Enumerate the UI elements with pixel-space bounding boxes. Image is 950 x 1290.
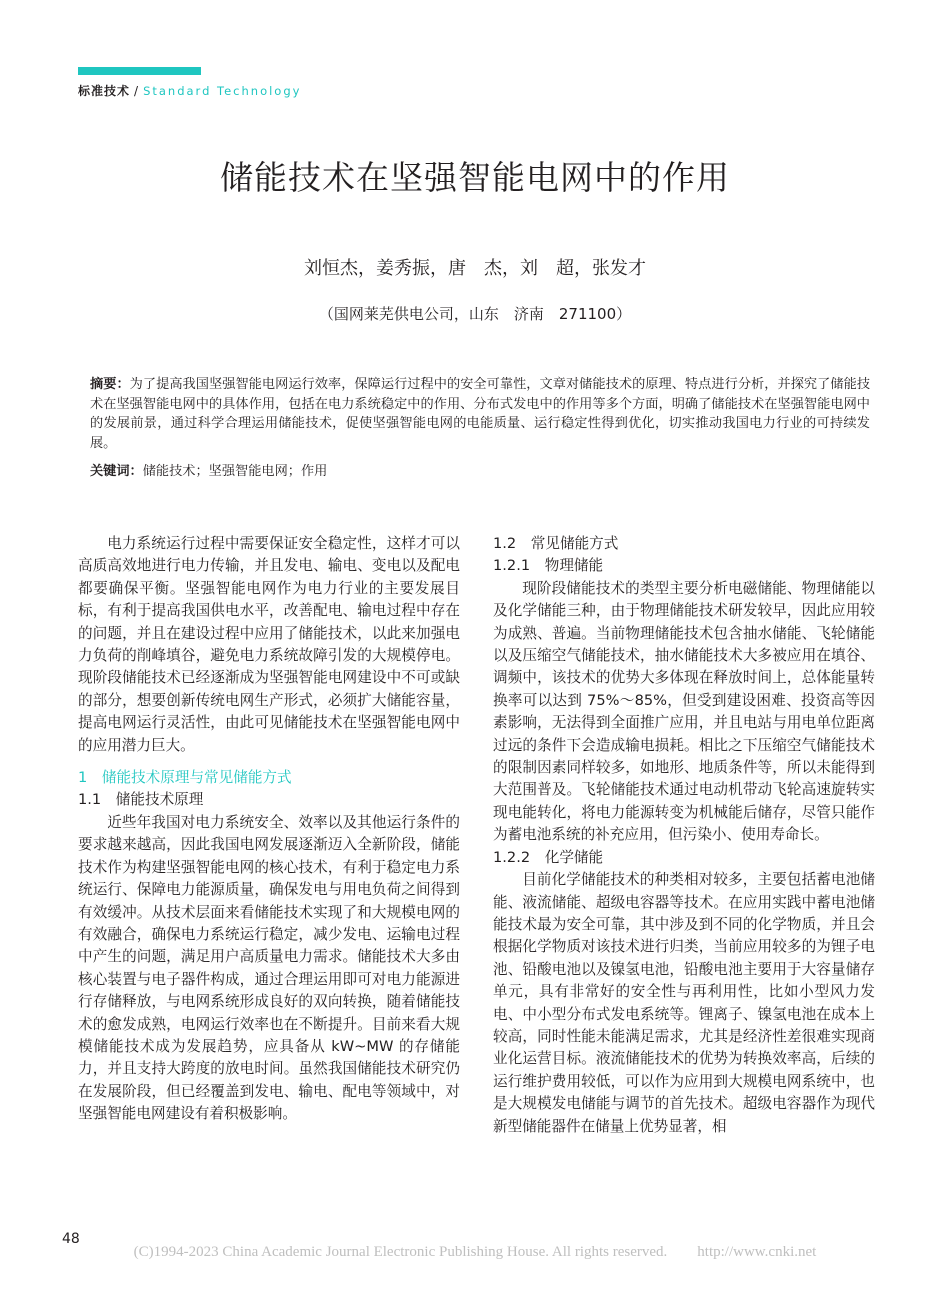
paragraph-1-2-2: 目前化学储能技术的种类相对较多，主要包括蓄电池储能、液流储能、超级电容器等技术。在应用实践中蓄电池储能技术最为安全可靠，其中涉及到不同的化学物质，并且会根据化学物质对该技术进行归类，当前应用较多的为锂子电池、铅酸电池以及镍氢电池，铅酸电池主要用于大容量储存单元，具有非常好的安全性与再利用性，比如小型风力发电、中小型分布式发电系统等。锂离子、镍氢电池在成本上较高，同时性能未能满足需求，尤其是经济性差很难实现商业化运营目标。液流储能技术的优势为转换效率高，后续的运行维护费用较低，可以作为应用到大规模电网系统中，也是大规模发电储能与调节的首先技术。超级电容器作为现代新型储能器件在储量上优势显著，相 [493, 871, 875, 1135]
abstract-label: 摘要： [90, 377, 130, 392]
abstract [90, 375, 870, 453]
header-accent-bar [78, 67, 201, 75]
paragraph-1-2-1: 现阶段储能技术的类型主要分析电磁储能、物理储能以及化学储能三种，由于物理储能技术研发较早，因此应用较为成熟、普遍。当前物理储能技术包含抽水储能、飞轮储能以及压缩空气储能技术，抽水储能技术大多被应用在填谷、调频中，该技术的优势大多体现在释放时间上，总体能量转换率可以达到 75%～85%，但受到建设困难、投资高等因素影响，无法得到全面推广应用，并且电站与用电单位距离过远的条件下会造成输电损耗。相比之下压缩空气储能技术的限制因素同样较多，如地形、地质条件等，所以未能得到大范围普及。飞轮储能技术通过电动机带动飞轮高速旋转实现电能转化，将电力能源转变为机械能后储存，尽管只能作为蓄电池系统的补充应用，但污染小、使用寿命长。 [493, 579, 875, 844]
left-column [78, 533, 460, 1126]
intro-paragraph: 电力系统运行过程中需要保证安全稳定性，这样才可以高质高效地进行电力传输，并且发电、输电、变电以及配电都要确保平衡。坚强智能电网作为电力行业的主要发展目标，有利于提高我国供电水平，改善配电、输电过程中存在的问题，并且在建设过程中应用了储能技术，以此来加强电力负荷的削峰填谷，避免电力系统故障引发的大规模停电。现阶段储能技术已经逐渐成为坚强智能电网建设中不可或缺的部分，想要创新传统电网生产形式，必须扩大储能容量，提高电网运行灵活性，由此可见储能技术在坚强智能电网中的应用潜力巨大。 [78, 535, 460, 754]
right-column [493, 533, 875, 1138]
section-heading-1: 1 储能技术原理与常见储能方式 [78, 769, 292, 787]
article-title: 储能技术在坚强智能电网中的作用 [220, 158, 730, 197]
section-heading-1-2-1: 1.2.1 物理储能 [493, 557, 604, 575]
section-heading-1-2: 1.2 常见储能方式 [493, 535, 619, 552]
paragraph-1-1: 近些年我国对电力系统安全、效率以及其他运行条件的要求越来越高，因此我国电网发展逐渐迈入全新阶段，储能技术作为构建坚强智能电网的核心技术，有利于稳定电力系统运行、保障电力能源质量，确保发电与用电负荷之间得到有效缓冲。从技术层面来看储能技术实现了和大规模电网的有效融合，确保电力系统运行稳定，减少发电、运输电过程中产生的问题，满足用户高质量电力需求。储能技术大多由核心装置与电子器件构成，通过合理运用即可对电力能源进行存储释放，与电网系统形成良好的双向转换，随着储能技术的愈发成熟，电网运行效率也在不断提升。目前来看大规模储能技术成为发展趋势，应具备从 kW~MW 的存储能力，并且支持大跨度的放电时间。虽然我国储能技术研究仍在发展阶段，但已经覆盖到发电、输电、配电等领域中，对坚强智能电网建设有着积极影响。 [78, 813, 460, 1123]
page-number: 48 [62, 1231, 80, 1247]
abstract-text: 为了提高我国坚强智能电网运行效率，保障运行过程中的安全可靠性，文章对储能技术的原理、特点进行分析，并探究了储能技术在坚强智能电网中的具体作用，包括在电力系统稳定中的作用、分布式发电中的作用等多个方面，明确了储能技术在坚强智能电网中的发展前景，通过科学合理运用储能技术，促使坚强智能电网的电能质量、运行稳定性得到优化，切实推动我国电力行业的可持续发展。 [90, 377, 871, 451]
section-tag [78, 82, 301, 99]
section-tag-separator: / [134, 84, 140, 98]
section-heading-1-2-2: 1.2.2 化学储能 [493, 848, 604, 866]
keywords-label: 关键词： [90, 464, 143, 479]
copyright-watermark: (C)1994-2023 China Academic Journal Electronic Publishing House. All rights reserved. http://www.cnki.net [133, 1244, 817, 1260]
section-tag-cn: 标准技术 [78, 84, 131, 98]
section-heading-1-1: 1.1 储能技术原理 [78, 791, 204, 809]
keywords-text: 储能技术；坚强智能电网；作用 [142, 464, 328, 479]
article-affiliation: （国网莱芜供电公司，山东 济南 271100） [318, 305, 632, 323]
article-authors: 刘恒杰，姜秀振，唐 杰，刘 超，张发才 [304, 258, 646, 279]
keywords [90, 462, 870, 482]
section-tag-en: Standard Technology [143, 84, 302, 98]
